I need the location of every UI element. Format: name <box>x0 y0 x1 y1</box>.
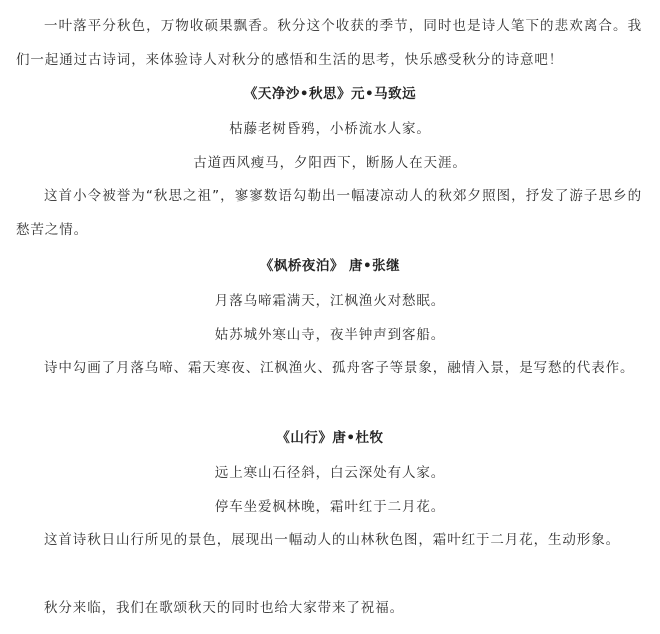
poem-commentary: 诗中勾画了月落乌啼、霜天寒夜、江枫渔火、孤舟客子等景象，融情入景，是写愁的代表作。 <box>44 360 635 376</box>
poem-line: 月落乌啼霜满天，江枫渔火对愁眠。 <box>214 293 446 309</box>
intro-paragraph: 一叶落平分秋色，万物收硕果飘香。秋分这个收获的季节，同时也是诗人笔下的悲欢离合。我们一起通过古诗词，来体验诗人对秋分的感悟和生活的思考，快乐感受秋分的诗意吧！ <box>16 18 642 68</box>
poem-line: 古道西风瘦马，夕阳西下，断肠人在天涯。 <box>193 155 467 171</box>
poem-commentary: 这首小令被誉为“秋思之祖”，寥寥数语勾勒出一幅凄凉动人的秋郊夕照图，抒发了游子思乡的愁苦之情。 <box>16 188 642 238</box>
poem-title: 《山行》唐•杜牧 <box>276 430 384 446</box>
poem-line: 远上寒山石径斜，白云深处有人家。 <box>214 465 446 481</box>
poem-line: 枯藤老树昏鸦，小桥流水人家。 <box>229 121 431 137</box>
poem-title: 《枫桥夜泊》 唐•张继 <box>259 258 401 274</box>
poem-commentary: 这首诗秋日山行所见的景色，展现出一幅动人的山林秋色图，霜叶红于二月花，生动形象。 <box>44 532 620 548</box>
poem-line: 停车坐爱枫林晚，霜叶红于二月花。 <box>214 499 446 515</box>
closing-paragraph: 秋分来临，我们在歌颂秋天的同时也给大家带来了祝福。 <box>44 600 404 616</box>
poem-title: 《天净沙•秋思》元•马致远 <box>243 86 417 102</box>
poem-line: 姑苏城外寒山寺，夜半钟声到客船。 <box>214 327 446 343</box>
